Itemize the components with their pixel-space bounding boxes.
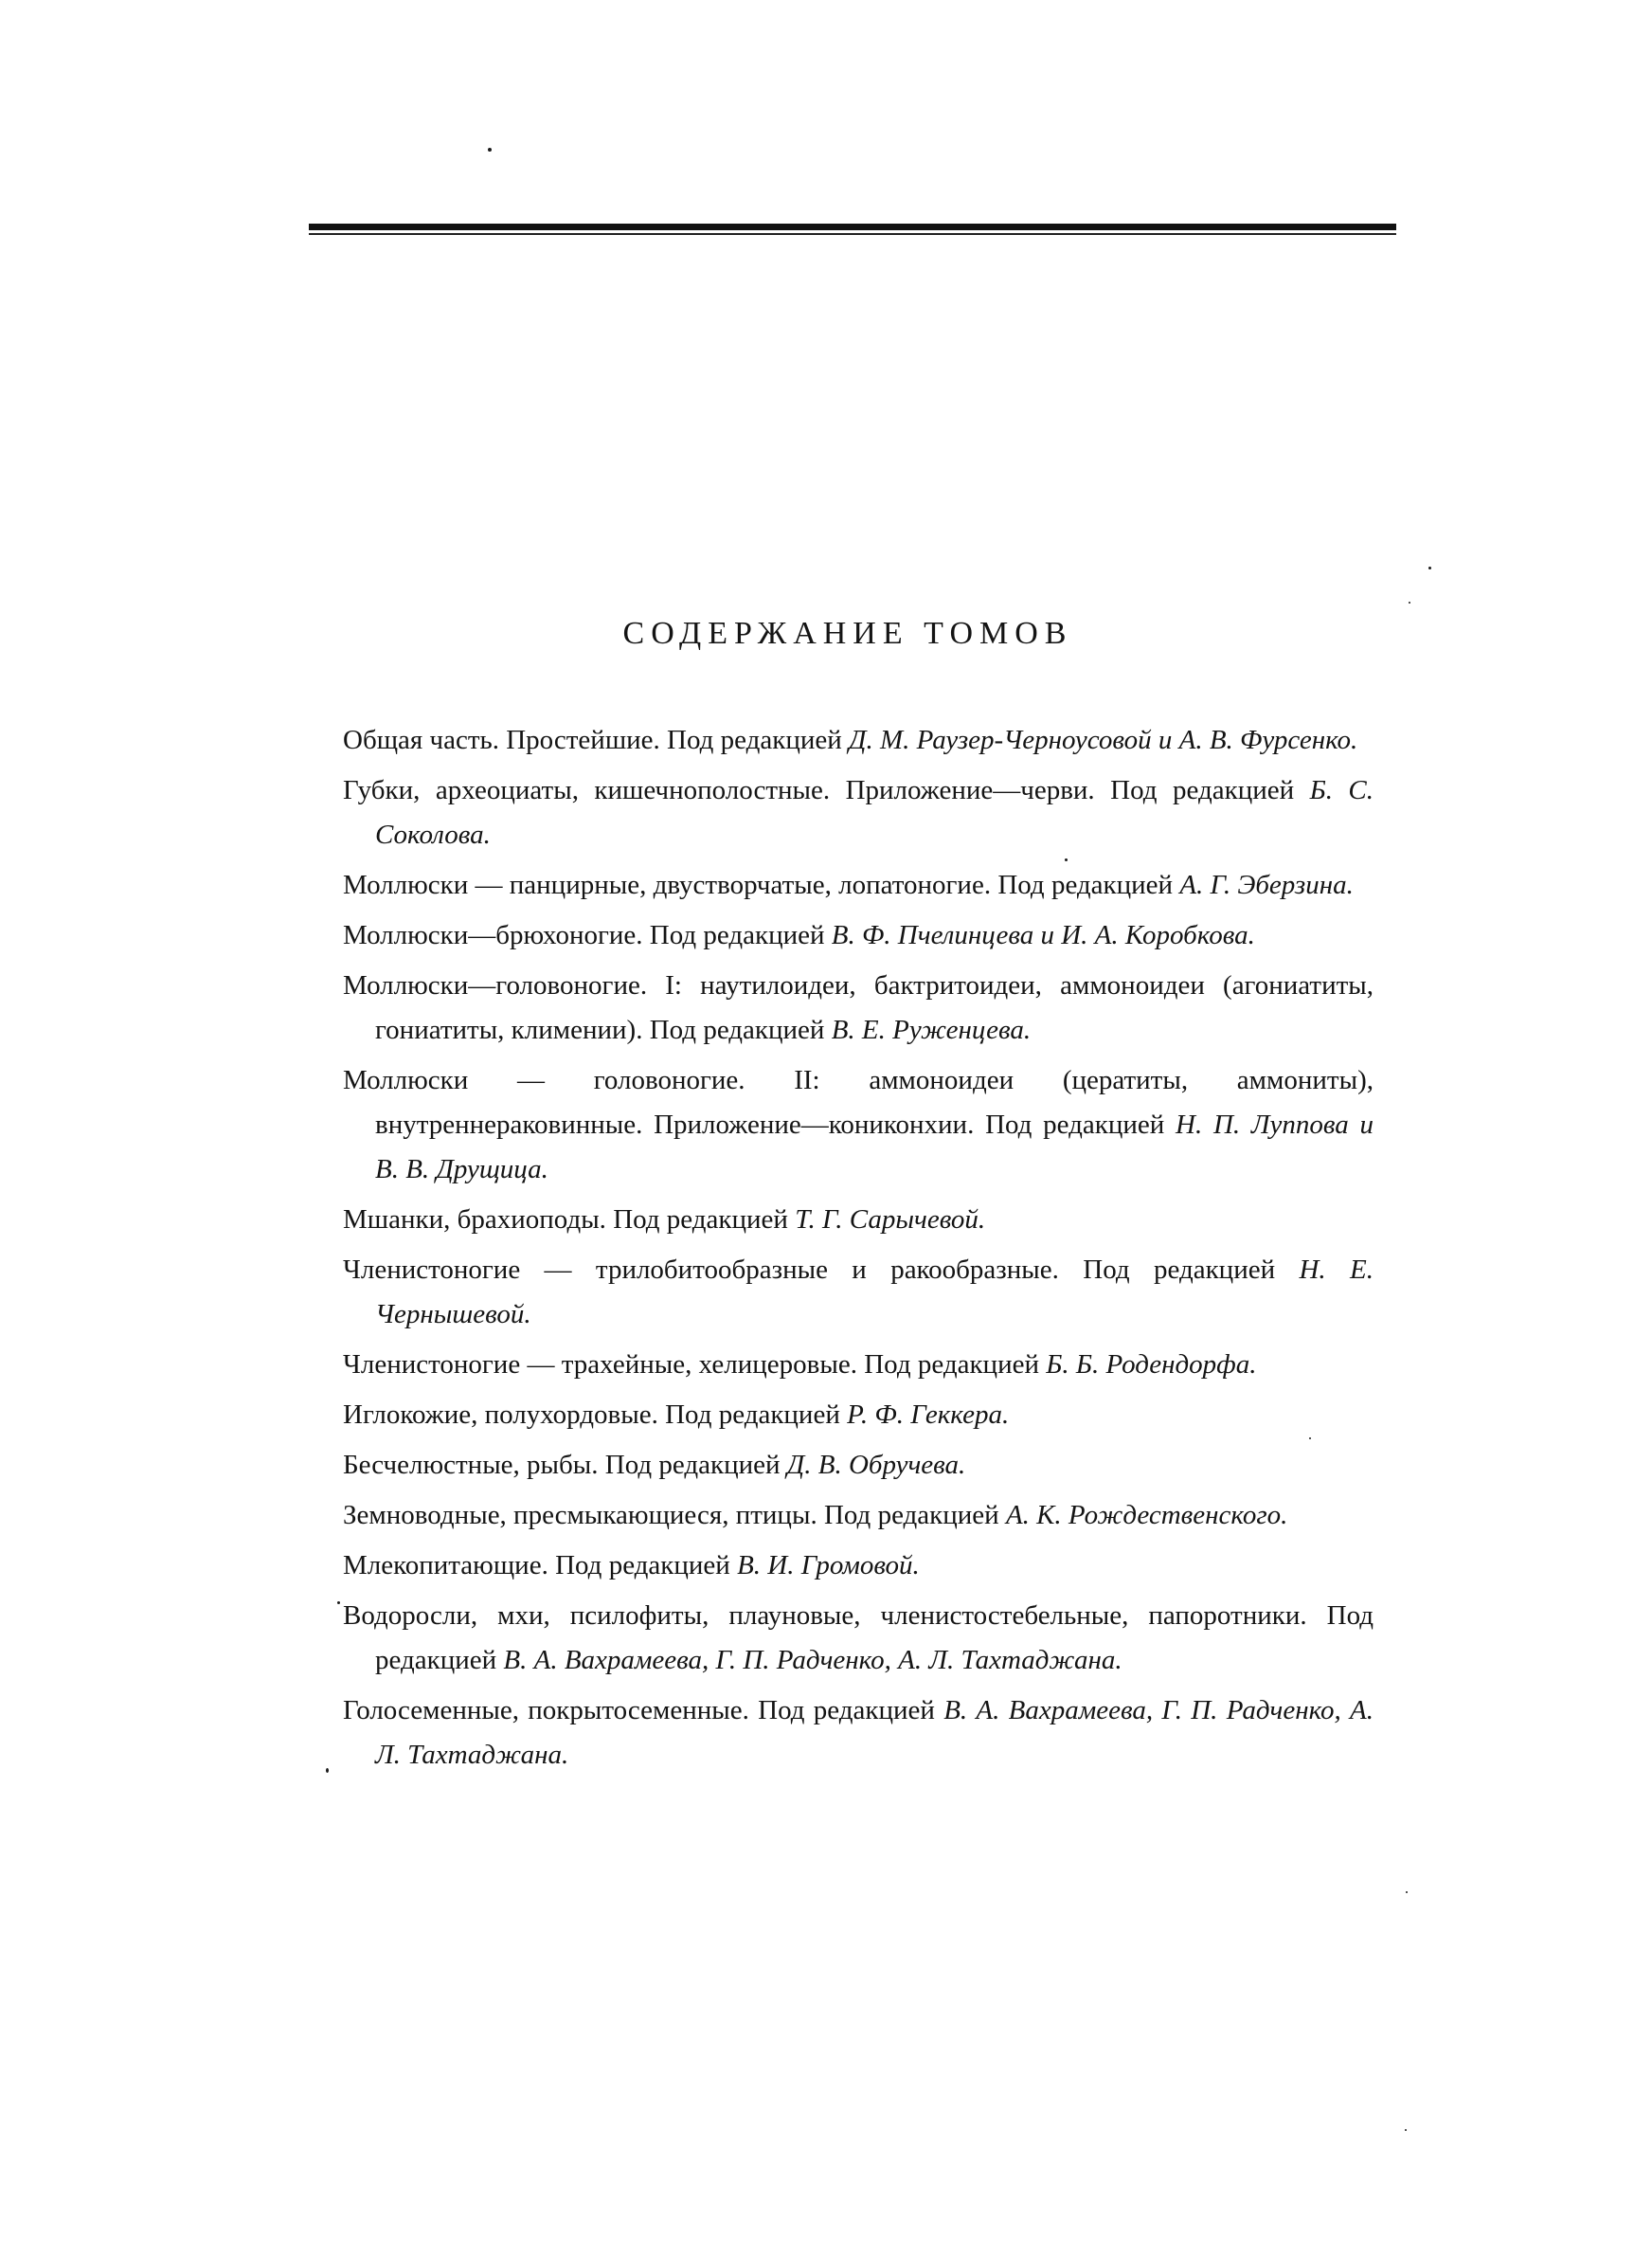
volume-subject: Моллюски—головоногие. I: наутилоидеи, бактритоидеи, аммоноидеи (агониатиты, гониатиты, климении). [343, 970, 1374, 1045]
editor-prefix: Под редакцией [667, 725, 842, 755]
list-item [343, 1688, 1374, 1778]
editor-prefix: Под редакцией [1110, 775, 1295, 805]
volume-editors: Д. М. Раузер-Черноусовой и А. В. Фурсенко. [849, 725, 1358, 755]
volume-editors: Н. Е. Чернышевой. [375, 1255, 1374, 1329]
volume-subject: Иглокожие, полухордовые. [343, 1399, 658, 1430]
editor-prefix: Под редакцией [604, 1450, 781, 1480]
list-item [343, 1393, 1374, 1437]
list-item [343, 913, 1374, 958]
volume-editors: Р. Ф. Геккера. [847, 1399, 1010, 1430]
editor-prefix: Под редакцией [613, 1204, 788, 1235]
page-heading: СОДЕРЖАНИЕ ТОМОВ [622, 616, 1073, 651]
volume-subject: Голосеменные, покрытосеменные. [343, 1695, 749, 1725]
volume-editors: Б. Б. Родендорфа. [1046, 1349, 1257, 1380]
scan-speck [326, 1768, 329, 1773]
editor-prefix: Под редакцией [665, 1399, 840, 1430]
volume-editors: А. Г. Эберзина. [1179, 870, 1354, 900]
volume-editors: Б. С. Соколова. [375, 775, 1374, 850]
editor-prefix: Под редакцией [985, 1110, 1165, 1140]
list-item [343, 1443, 1374, 1488]
volume-subject: Моллюски—брюхоногие. [343, 920, 643, 950]
volume-editors: В. А. Вахрамеева, Г. П. Радченко, А. Л. Тахтаджана. [503, 1645, 1122, 1675]
volume-subject: Водоросли, мхи, псилофиты, плауновые, членистостебельные, папоротники. [343, 1600, 1307, 1631]
volume-editors: Д. В. Обручева. [786, 1450, 966, 1480]
volume-subject: Бесчелюстные, рыбы. [343, 1450, 599, 1480]
list-item [343, 1198, 1374, 1242]
list-item [343, 1493, 1374, 1538]
list-item [343, 1544, 1374, 1588]
list-item [343, 1594, 1374, 1683]
header-rule-thin [309, 233, 1396, 235]
editor-prefix: Под редакцией [823, 1500, 999, 1530]
volume-editors: В. А. Вахрамеева, Г. П. Радченко, А. Л. Тахтаджана. [375, 1695, 1374, 1770]
volume-subject: Земноводные, пресмыкающиеся, птицы. [343, 1500, 817, 1530]
volume-subject: Губки, археоциаты, кишечнополостные. Приложение—черви. [343, 775, 1095, 805]
editor-prefix: Под редакцией [649, 1015, 825, 1045]
volume-editors: Т. Г. Сарычевой. [795, 1204, 986, 1235]
volume-subject: Членистоногие — трахейные, хелицеровые. [343, 1349, 857, 1380]
header-rule-thick [309, 224, 1396, 230]
editor-prefix: Под редакцией [649, 920, 825, 950]
scan-speck [1409, 602, 1410, 604]
scan-speck [1405, 2129, 1407, 2131]
scan-speck [1428, 567, 1431, 569]
volume-subject: Моллюски — панцирные, двустворчатые, лопатоногие. [343, 870, 992, 900]
editor-prefix: Под редакцией [997, 870, 1174, 900]
volume-subject: Членистоногие — трилобитообразные и ракообразные. [343, 1255, 1059, 1285]
editor-prefix: Под редакцией [864, 1349, 1039, 1380]
list-item [343, 1343, 1374, 1387]
editor-prefix: Под редакцией [375, 1600, 1374, 1675]
editor-prefix: Под редакцией [555, 1550, 730, 1580]
list-item [343, 768, 1374, 858]
volume-editors: Н. П. Луппова и В. В. Друщица. [375, 1110, 1374, 1184]
volume-subject: Моллюски — головоногие. II: аммоноидеи (цератиты, аммониты), внутреннераковинные. Приложение—кониконхии. [343, 1065, 1374, 1140]
list-item [343, 1248, 1374, 1337]
editor-prefix: Под редакцией [758, 1695, 935, 1725]
volume-contents-list [343, 718, 1374, 1783]
volume-editors: В. И. Громовой. [737, 1550, 920, 1580]
scan-speck [1406, 1891, 1408, 1893]
volume-editors: В. Ф. Пчелинцева и И. А. Коробкова. [831, 920, 1255, 950]
list-item [343, 718, 1374, 763]
volume-subject: Общая часть. Простейшие. [343, 725, 660, 755]
editor-prefix: Под редакцией [1083, 1255, 1276, 1285]
list-item [343, 964, 1374, 1053]
volume-subject: Мшанки, брахиоподы. [343, 1204, 606, 1235]
volume-editors: А. К. Рождественского. [1005, 1500, 1288, 1530]
volume-subject: Млекопитающие. [343, 1550, 548, 1580]
scan-speck [337, 1601, 340, 1604]
list-item [343, 863, 1374, 908]
scan-speck [488, 148, 492, 152]
list-item [343, 1058, 1374, 1192]
volume-editors: В. Е. Руженцева. [831, 1015, 1032, 1045]
